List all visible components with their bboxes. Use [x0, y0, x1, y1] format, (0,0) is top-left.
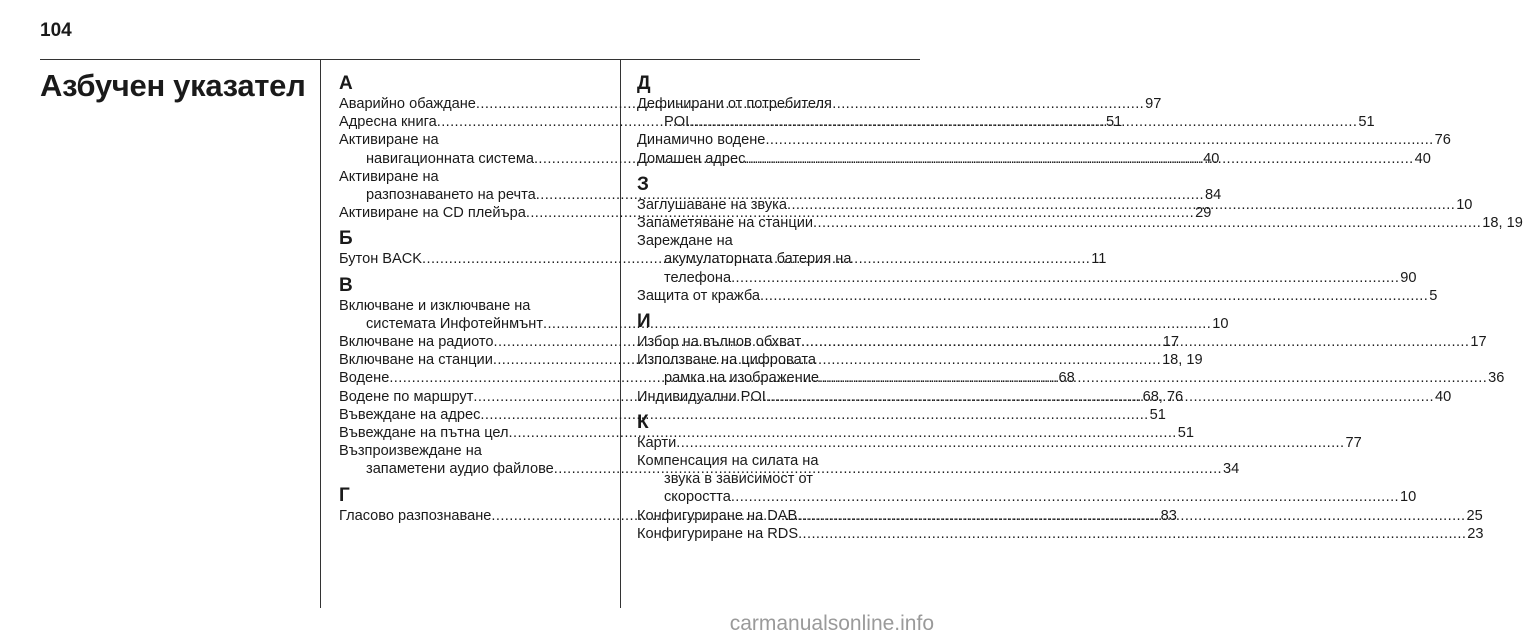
entry-text: Активиране на — [339, 168, 439, 185]
section-letter: Б — [339, 228, 353, 250]
entry-term: разпознаването на речта — [366, 187, 536, 204]
index-entry — [339, 406, 1166, 424]
entry-term: Динамично водене — [637, 132, 766, 149]
section-letter: З — [637, 173, 649, 195]
section-letter: В — [339, 274, 353, 296]
entry-term: Защита от кражба — [637, 287, 760, 304]
entry-term: рамка на изображение — [664, 370, 819, 387]
index-entry — [339, 424, 1194, 442]
entry-term: Индивидуални POI — [637, 388, 766, 405]
dot-leader — [731, 488, 1399, 506]
index-entry — [637, 150, 1431, 168]
entry-term: Водене — [339, 370, 390, 387]
index-entry — [339, 168, 1222, 204]
entry-page-number: 36 — [1488, 370, 1505, 387]
entry-term: Водене по маршрут — [339, 388, 474, 405]
entry-term: Конфигуриране на DAB — [637, 507, 798, 524]
entry-page-number: 10 — [1212, 315, 1229, 332]
entry-term: телефона — [664, 269, 732, 286]
index-entry — [637, 214, 1523, 232]
entry-text: Възпроизвеждане на — [339, 443, 482, 460]
page-number: 104 — [40, 20, 72, 41]
entry-term: Въвеждане на адрес — [339, 406, 481, 423]
entry-page-number: 10 — [1456, 196, 1473, 213]
entry-page-number: 97 — [1145, 96, 1162, 112]
entry-page-number: 40 — [1414, 150, 1431, 167]
entry-page-number: 29 — [1195, 205, 1212, 222]
entry-page-number: 17 — [1162, 334, 1179, 351]
dot-leader — [766, 388, 1434, 406]
entry-page-number: 51 — [1149, 406, 1166, 423]
entry-term: Заглушаване на звука — [637, 196, 787, 213]
entry-page-number: 23 — [1467, 525, 1484, 542]
page-title: Азбучен указател — [40, 68, 306, 103]
entry-page-number: 84 — [1205, 187, 1222, 204]
index-entry — [637, 333, 1487, 351]
dot-leader — [676, 434, 1344, 452]
entry-text: Зареждане на — [637, 233, 733, 250]
entry-term: Аварийно обаждане — [339, 96, 476, 112]
entry-page-number: 17 — [1470, 334, 1487, 351]
index-entry — [637, 131, 1451, 149]
entry-page-number: 83 — [1160, 507, 1177, 524]
entry-term: скоростта — [664, 489, 731, 506]
section-letter: К — [637, 411, 649, 433]
entry-term: Въвеждане на пътна цел — [339, 425, 509, 442]
entry-page-number: 10 — [1400, 489, 1417, 506]
entry-term: Конфигуриране на RDS — [637, 525, 799, 542]
dot-leader — [765, 131, 1433, 149]
entry-page-number: 18, 19 — [1162, 352, 1203, 369]
entry-page-number: 34 — [1222, 461, 1240, 478]
entry-term: Домашен адрес — [637, 150, 746, 167]
entry-page-number: 11 — [1091, 251, 1107, 268]
dot-leader — [731, 269, 1399, 287]
entry-term: системата Инфотейнмънт — [366, 315, 543, 332]
entry-page-number: 68, 76 — [1142, 388, 1184, 405]
section-letter: И — [637, 311, 651, 333]
index-entry — [339, 297, 1229, 333]
section-letter: Д — [637, 73, 651, 94]
entry-text: Дефинирани от потребителя — [637, 96, 832, 112]
entry-term: запаметени аудио файлове — [366, 461, 554, 478]
entry-text: Компенсация на силата на — [637, 453, 819, 470]
entry-page-number: 40 — [1203, 150, 1220, 167]
dot-leader — [801, 333, 1469, 351]
dot-leader — [689, 113, 1357, 131]
index-entry — [637, 434, 1362, 452]
entry-text: Включване и изключване на — [339, 297, 531, 314]
entry-term: Бутон BACK — [339, 251, 423, 268]
column-divider — [320, 60, 321, 608]
entry-term: Избор на вълнов обхват — [637, 334, 802, 351]
entry-page-number: 51 — [1105, 114, 1123, 131]
dot-leader — [797, 507, 1465, 525]
dot-leader — [819, 369, 1487, 387]
entry-term: Включване на станции — [339, 352, 493, 369]
entry-page-number: 18, 19 — [1482, 215, 1523, 232]
entry-text: Активиране на — [339, 132, 439, 149]
watermark: carmanualsonline.info — [729, 612, 934, 635]
entry-term: Карти — [637, 434, 677, 451]
entry-term: Гласово разпознаване — [339, 507, 492, 524]
entry-term: Адресна книга — [339, 114, 437, 131]
entry-page-number: 25 — [1466, 507, 1483, 524]
entry-term: Активиране на CD плейъра — [339, 205, 526, 222]
entry-text: акумулаторната батерия на — [664, 251, 852, 268]
header-rule — [40, 59, 920, 60]
entry-page-number: 68 — [1058, 370, 1075, 387]
section-letter: А — [339, 73, 353, 94]
entry-page-number: 5 — [1429, 287, 1438, 304]
entry-page-number: 90 — [1400, 269, 1417, 286]
entry-page-number: 77 — [1345, 434, 1362, 451]
dot-leader — [798, 525, 1466, 543]
section-letter: Г — [339, 484, 350, 506]
index-entry — [637, 525, 1484, 543]
entry-text: звука в зависимост от — [664, 471, 813, 488]
dot-leader — [813, 214, 1481, 232]
entry-term: POI — [664, 114, 690, 131]
index-entry — [637, 287, 1438, 305]
entry-page-number: 40 — [1435, 388, 1452, 405]
entry-page-number: 51 — [1177, 425, 1194, 442]
dot-leader — [760, 287, 1428, 305]
dot-leader — [787, 196, 1455, 214]
entry-term: Запаметяване на станции — [637, 215, 814, 232]
entry-term: Включване на радиото — [339, 334, 494, 351]
entry-page-number: 76 — [1434, 132, 1451, 149]
entry-text: Използване на цифровата — [637, 352, 817, 369]
entry-term: навигационната система — [366, 150, 534, 167]
dot-leader — [745, 150, 1413, 168]
entry-page-number: 51 — [1358, 114, 1375, 131]
